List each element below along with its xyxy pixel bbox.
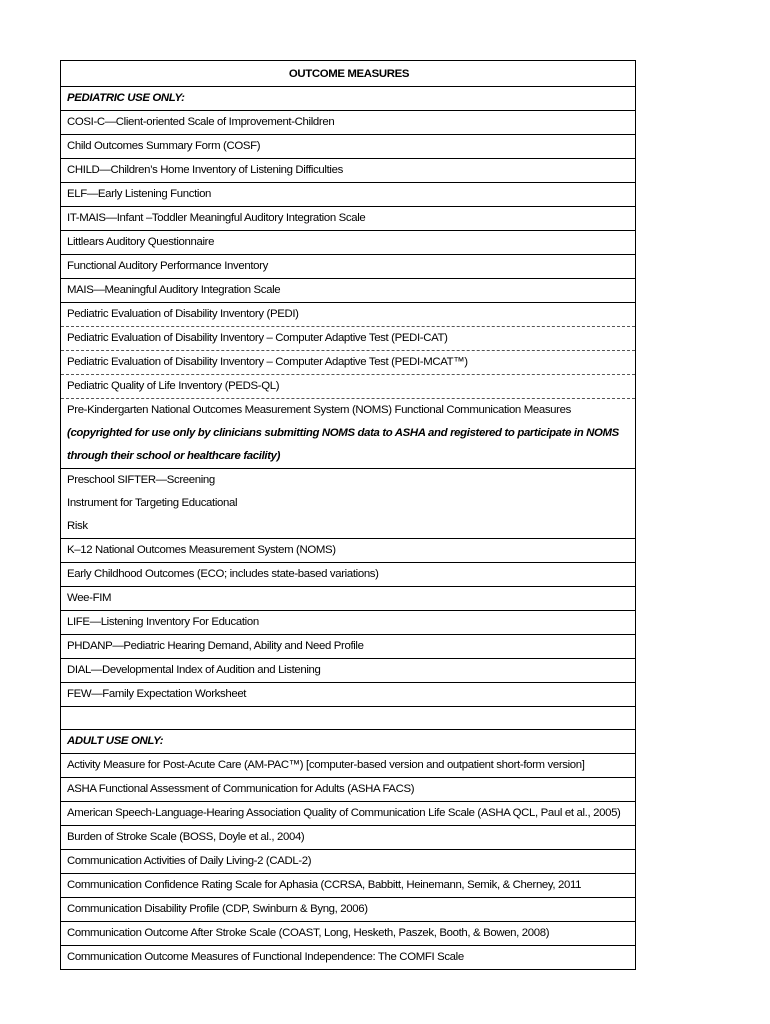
table-row: FEW—Family Expectation Worksheet xyxy=(61,683,635,707)
blank-row xyxy=(61,707,635,730)
table-row: ELF—Early Listening Function xyxy=(61,183,635,207)
table-row: DIAL—Developmental Index of Audition and Listening xyxy=(61,659,635,683)
table-row: Communication Confidence Rating Scale for Aphasia (CCRSA, Babbitt, Heinemann, Semik, & Cherney, 2011 xyxy=(61,874,635,898)
table-row: LIFE—Listening Inventory For Education xyxy=(61,611,635,635)
table-row: MAIS—Meaningful Auditory Integration Scale xyxy=(61,279,635,303)
table-row: Burden of Stroke Scale (BOSS, Doyle et al., 2004) xyxy=(61,826,635,850)
table-row: K–12 National Outcomes Measurement System (NOMS) xyxy=(61,539,635,563)
table-row: COSI-C—Client-oriented Scale of Improvement-Children xyxy=(61,111,635,135)
table-row: Activity Measure for Post-Acute Care (AM-PAC™) [computer-based version and outpatient short-form version] xyxy=(61,754,635,778)
noms-prek-text: Pre-Kindergarten National Outcomes Measurement System (NOMS) Functional Communication Measures xyxy=(67,404,571,416)
table-row: Functional Auditory Performance Inventory xyxy=(61,255,635,279)
table-row: Communication Outcome Measures of Functional Independence: The COMFI Scale xyxy=(61,946,635,970)
section-heading-adult: ADULT USE ONLY: xyxy=(61,730,635,754)
table-row: Early Childhood Outcomes (ECO; includes state-based variations) xyxy=(61,563,635,587)
table-row: Pediatric Evaluation of Disability Inventory (PEDI) xyxy=(61,303,635,327)
table-row: ASHA Functional Assessment of Communication for Adults (ASHA FACS) xyxy=(61,778,635,802)
table-row: Pediatric Evaluation of Disability Inventory – Computer Adaptive Test (PEDI-CAT) xyxy=(61,327,635,351)
table-row: Communication Disability Profile (CDP, Swinburn & Byng, 2006) xyxy=(61,898,635,922)
table-row: CHILD—Children’s Home Inventory of Listening Difficulties xyxy=(61,159,635,183)
table-row: American Speech-Language-Hearing Association Quality of Communication Life Scale (ASHA QCL, Paul et al., 2005) xyxy=(61,802,635,826)
table-row: PHDANP—Pediatric Hearing Demand, Ability and Need Profile xyxy=(61,635,635,659)
table-row: Pediatric Evaluation of Disability Inventory – Computer Adaptive Test (PEDI-MCAT™) xyxy=(61,351,635,375)
table-row: Wee-FIM xyxy=(61,587,635,611)
sifter-line-3: Risk xyxy=(67,520,88,532)
table-header: OUTCOME MEASURES xyxy=(61,61,635,87)
table-row: Littlears Auditory Questionnaire xyxy=(61,231,635,255)
section-heading-pediatric: PEDIATRIC USE ONLY: xyxy=(61,87,635,111)
table-row: Pediatric Quality of Life Inventory (PEDS-QL) xyxy=(61,375,635,399)
sifter-line-1: Preschool SIFTER—Screening xyxy=(67,474,215,486)
table-row: Child Outcomes Summary Form (COSF) xyxy=(61,135,635,159)
table-row: IT-MAIS—Infant –Toddler Meaningful Auditory Integration Scale xyxy=(61,207,635,231)
noms-prek-note: (copyrighted for use only by clinicians submitting NOMS data to ASHA and registered to participate in NOMS through their school or healthcare facility) xyxy=(67,427,619,462)
outcome-measures-table xyxy=(60,60,636,970)
table-row-sifter xyxy=(61,469,635,539)
sifter-line-2: Instrument for Targeting Educational xyxy=(67,497,238,509)
table-row-noms-prek xyxy=(61,399,635,469)
table-row: Communication Outcome After Stroke Scale (COAST, Long, Hesketh, Paszek, Booth, & Bowen, 2008) xyxy=(61,922,635,946)
table-row: Communication Activities of Daily Living-2 (CADL-2) xyxy=(61,850,635,874)
